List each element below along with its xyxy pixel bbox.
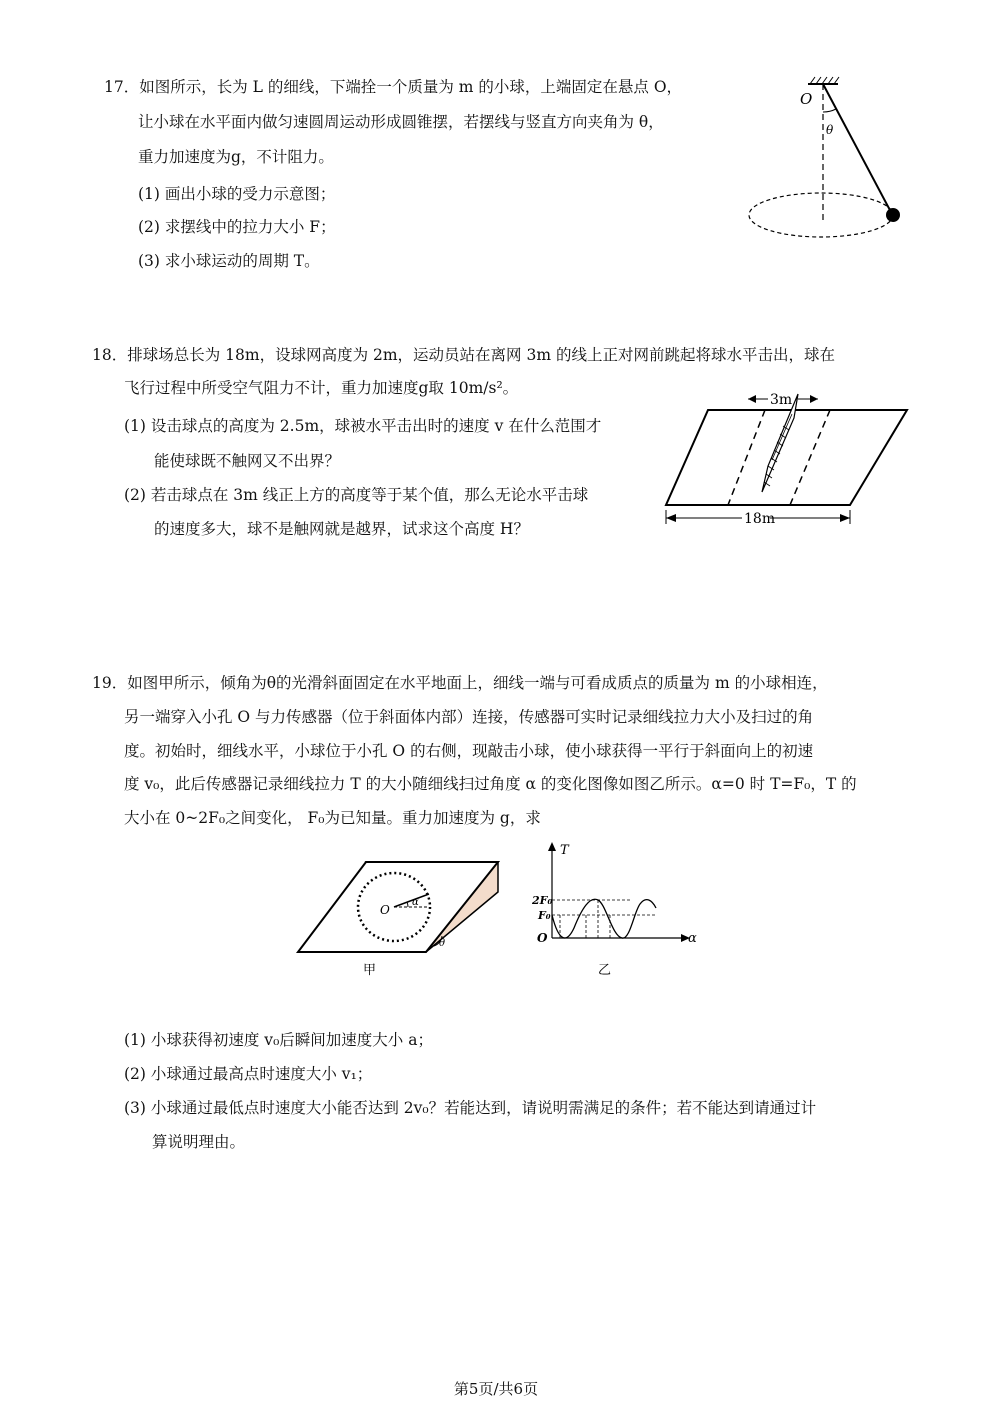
f0-label: F₀: [538, 909, 551, 922]
eighteen-meter-label: 18m: [744, 511, 776, 527]
q17-line-3: 重力加速度为g，不计阻力。: [138, 148, 334, 166]
pendulum-pivot-label: O: [800, 90, 813, 108]
q17-line-1: 17．如图所示，长为 L 的细线，下端拴一个质量为 m 的小球，上端固定在悬点 O，: [104, 78, 683, 96]
q18-item-2a: (2) 若击球点在 3m 线正上方的高度等于某个值，那么无论水平击球: [124, 486, 589, 504]
q19-line-5: 大小在 0~2F₀之间变化， F₀为已知量。重力加速度为 g，求: [124, 809, 541, 827]
q18-item-1a: (1) 设击球点的高度为 2.5m，球被水平击出时的速度 v 在什么范围才: [124, 417, 602, 435]
conical-pendulum-figure: [740, 72, 920, 242]
two-f0-label: 2F₀: [532, 894, 553, 907]
q17-line-2: 让小球在水平面内做匀速圆周运动形成圆锥摆，若摆线与竖直方向夹角为 θ，: [138, 113, 664, 131]
pendulum-angle-label: θ: [826, 123, 834, 137]
q19-line-4: 度 v₀，此后传感器记录细线拉力 T 的大小随细线扫过角度 α 的变化图像如图乙所示。α=0 时 T=F₀，T 的: [124, 775, 857, 793]
hole-o-label: O: [380, 903, 390, 917]
q18-line-2: 飞行过程中所受空气阻力不计，重力加速度g取 10m/s²。: [124, 379, 519, 397]
axis-t-label: T: [560, 843, 569, 858]
incline-angle-label: θ: [439, 938, 446, 949]
q19-item-1: (1) 小球获得初速度 v₀后瞬间加速度大小 a；: [124, 1031, 433, 1049]
q18-line-1: 18．排球场总长为 18m，设球网高度为 2m，运动员站在离网 3m 的线上正对网前跳起将球水平击出，球在: [92, 346, 835, 364]
q17-item-2: (2) 求摆线中的拉力大小 F；: [138, 218, 336, 236]
q18-item-2b: 的速度多大，球不是触网就是越界，试求这个高度 H？: [154, 520, 529, 538]
q19-item-2: (2) 小球通过最高点时速度大小 v₁；: [124, 1065, 373, 1083]
q19-line-2: 另一端穿入小孔 O 与力传感器（位于斜面体内部）连接，传感器可实时记录细线拉力大小及扫过的角: [124, 708, 814, 726]
figure-jia-caption: 甲: [363, 963, 377, 978]
q19-line-3: 度。初始时，细线水平，小球位于小孔 O 的右侧，现敲击小球，使小球获得一平行于斜面向上的初速: [124, 742, 814, 760]
origin-label: O: [537, 931, 548, 945]
incline-figure-jia: [292, 856, 507, 986]
volleyball-court-figure: [660, 384, 920, 534]
q18-item-1b: 能使球既不触网又不出界？: [154, 452, 341, 470]
q19-item-3a: (3) 小球通过最低点时速度大小能否达到 2v₀？若能达到，请说明需满足的条件；若不能达到请通过计: [124, 1099, 817, 1117]
axis-alpha-label: α: [688, 931, 697, 946]
tension-graph-yi: [532, 838, 702, 978]
figure-yi-caption: 乙: [598, 963, 612, 978]
sweep-angle-label: α: [412, 897, 419, 908]
page-footer: 第5页/共6页: [453, 1380, 539, 1398]
q17-item-3: (3) 求小球运动的周期 T。: [138, 252, 320, 270]
q19-item-3b: 算说明理由。: [152, 1133, 246, 1151]
q17-item-1: (1) 画出小球的受力示意图；: [138, 185, 336, 203]
q19-line-1: 19．如图甲所示，倾角为θ的光滑斜面固定在水平地面上，细线一端与可看成质点的质量为 m 的小球相连，: [92, 674, 828, 692]
three-meter-label: 3m: [770, 392, 793, 408]
